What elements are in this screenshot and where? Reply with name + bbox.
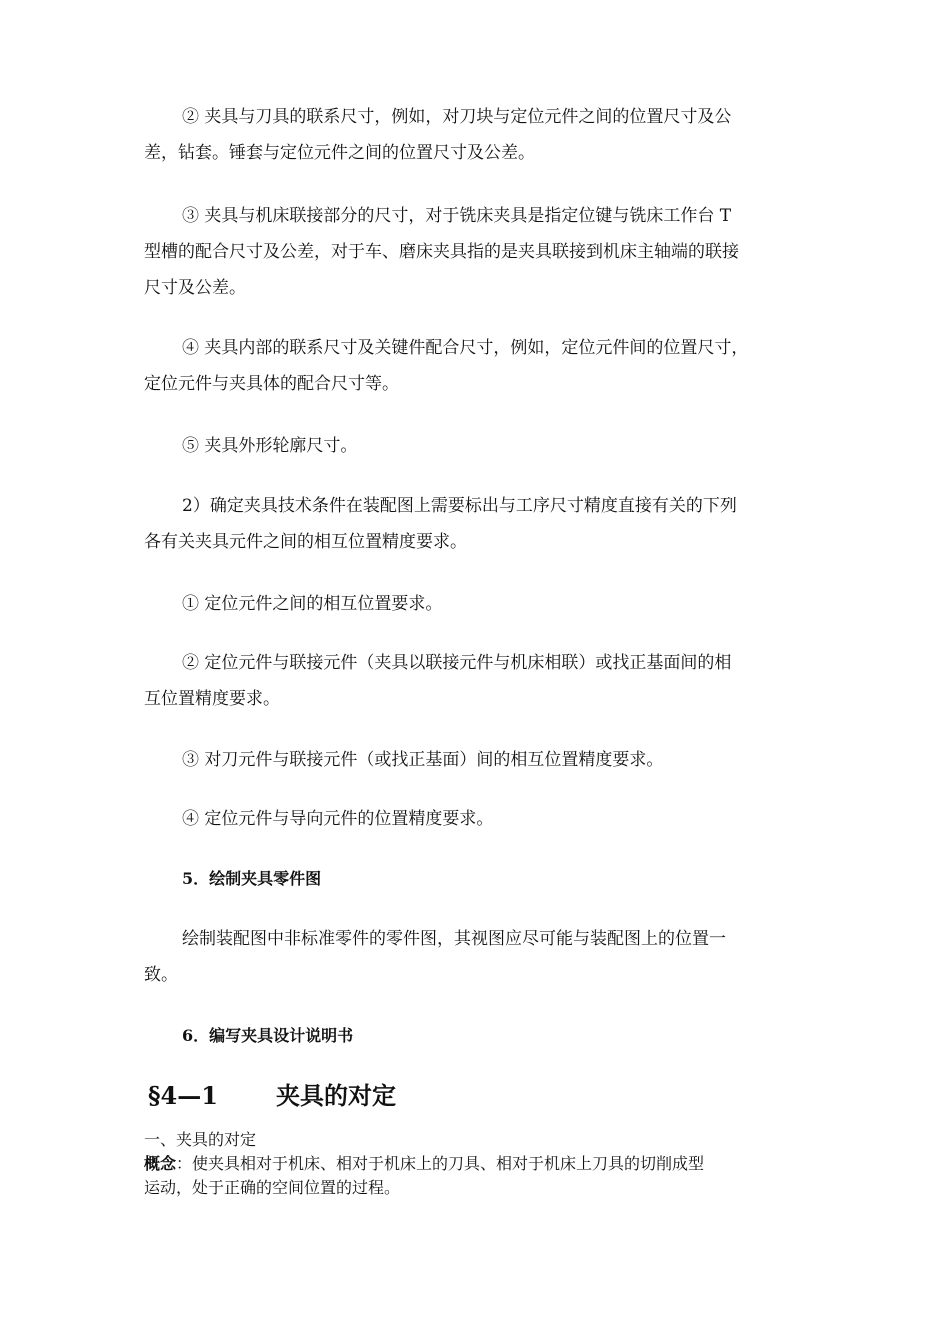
heading-draw-parts: 5．绘制夹具零件图: [182, 869, 322, 888]
text-line: ④ 定位元件与导向元件的位置精度要求。: [182, 809, 494, 829]
concept-label: 概念: [144, 1154, 177, 1173]
paragraph-connection-requirements: [144, 645, 810, 717]
text-line: 2）确定夹具技术条件在装配图上需要标出与工序尺寸精度直接有关的下列: [182, 496, 737, 516]
text-line: ① 定位元件之间的相互位置要求。: [182, 594, 443, 614]
text-line: ：使夹具相对于机床、相对于机床上的刀具、相对于机床上刀具的切削成型: [176, 1154, 705, 1173]
text-line: 尺寸及公差。: [144, 278, 246, 298]
paragraph-outline-dimensions: [144, 428, 810, 464]
paragraph-tool-dimensions: [144, 99, 810, 171]
paragraph-guide-requirements: [144, 801, 810, 837]
section-number: §4—1: [148, 1081, 218, 1110]
paragraph-internal-dimensions: [144, 330, 810, 402]
text-line: 绘制装配图中非标准零件的零件图，其视图应尽可能与装配图上的位置一: [182, 929, 726, 949]
text-line: 致。: [144, 965, 178, 985]
text-line: 定位元件与夹具体的配合尺寸等。: [144, 374, 399, 394]
text-line: ③ 对刀元件与联接元件（或找正基面）间的相互位置精度要求。: [182, 750, 664, 770]
text-line: 互位置精度要求。: [144, 689, 280, 709]
concept-paragraph: [144, 1152, 810, 1200]
heading-design-manual: 6．编写夹具设计说明书: [182, 1026, 354, 1045]
text-line: 差，钻套。锤套与定位元件之间的位置尺寸及公差。: [144, 143, 535, 163]
paragraph-technical-conditions: [144, 488, 810, 560]
text-line: 各有关夹具元件之间的相互位置精度要求。: [144, 532, 467, 552]
text-line: ④ 夹具内部的联系尺寸及关键件配合尺寸，例如，定位元件间的位置尺寸，: [182, 338, 749, 358]
text-line: ② 夹具与刀具的联系尺寸，例如，对刀块与定位元件之间的位置尺寸及公: [182, 107, 732, 127]
paragraph-machine-connection: [144, 198, 810, 306]
text-line: 运动，处于正确的空间位置的过程。: [144, 1178, 401, 1197]
text-line: 型槽的配合尺寸及公差，对于车、磨床夹具指的是夹具联接到机床主轴端的联接: [144, 242, 739, 262]
paragraph-draw-parts: [144, 921, 810, 993]
text-line: ③ 夹具与机床联接部分的尺寸，对于铣床夹具是指定位键与铣床工作台 T: [182, 206, 732, 226]
paragraph-positioning-requirements: [144, 586, 810, 622]
section-title-text: 夹具的对定: [276, 1081, 396, 1110]
paragraph-tool-setting-requirements: [144, 742, 810, 778]
text-line: ② 定位元件与联接元件（夹具以联接元件与机床相联）或找正基面间的相: [182, 653, 732, 673]
section-title: [148, 1078, 396, 1114]
text-line: ⑤ 夹具外形轮廓尺寸。: [182, 436, 358, 456]
subsection-heading: 一、夹具的对定: [144, 1130, 257, 1149]
